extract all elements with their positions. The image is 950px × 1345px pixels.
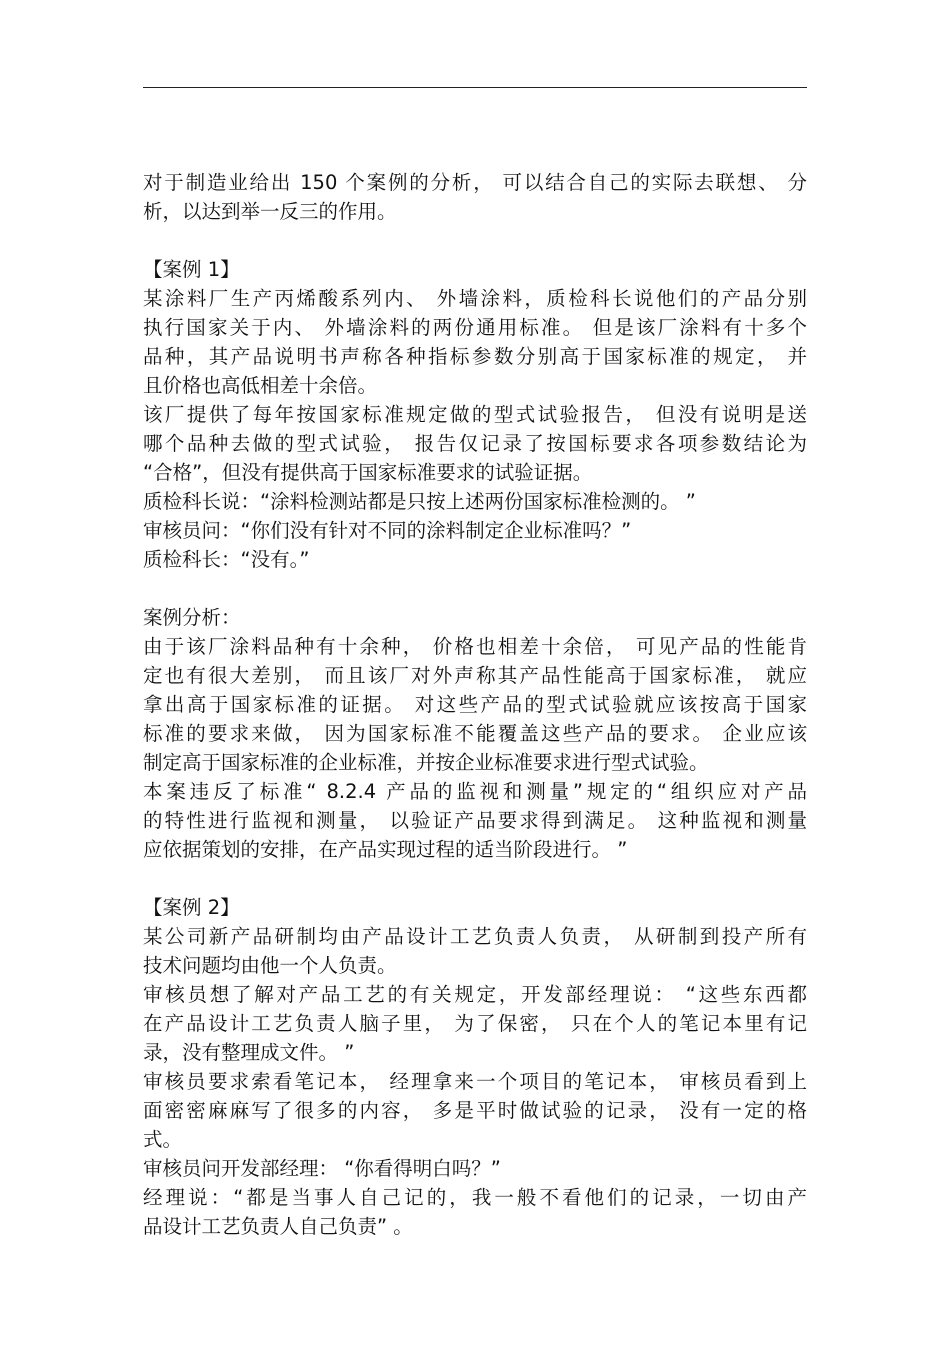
text-line: 在产品设计工艺负责人脑子里， 为了保密， 只在个人的笔记本里有记 xyxy=(143,1012,807,1035)
case-1-analysis-paragraph-1 xyxy=(143,632,807,777)
text-line: 审核员要求索看笔记本， 经理拿来一个项目的笔记本， 审核员看到上 xyxy=(143,1070,807,1093)
text-line: 标准的要求来做， 因为国家标准不能覆盖这些产品的要求。 企业应该 xyxy=(143,722,807,745)
case-2-paragraph-5 xyxy=(143,1183,807,1241)
text-line: 析，以达到举一反三的作用。 xyxy=(143,200,397,223)
text-line: 录，没有整理成文件。 ” xyxy=(143,1041,355,1064)
text-line: 拿出高于国家标准的证据。 对这些产品的型式试验就应该按高于国家 xyxy=(143,693,807,716)
text-line: 对于制造业给出 150 个案例的分析， 可以结合自己的实际去联想、 分 xyxy=(143,171,807,194)
case-2-paragraph-2 xyxy=(143,980,807,1067)
text-line: 执行国家关于内、 外墙涂料的两份通用标准。 但是该厂涂料有十多个 xyxy=(143,316,807,339)
case-1-section xyxy=(143,255,807,864)
text-line: 应依据策划的安排，在产品实现过程的适当阶段进行。 ” xyxy=(143,838,628,861)
text-line: 审核员想了解对产品工艺的有关规定，开发部经理说： “这些东西都 xyxy=(143,983,807,1006)
paragraph-gap xyxy=(143,864,807,893)
text-line: 该厂提供了每年按国家标准规定做的型式试验报告， 但没有说明是送 xyxy=(143,403,807,426)
text-line: 且价格也高低相差十余倍。 xyxy=(143,374,378,397)
text-line: 由于该厂涂料品种有十余种， 价格也相差十余倍， 可见产品的性能肯 xyxy=(143,635,807,658)
text-line: 制定高于国家标准的企业标准，并按企业标准要求进行型式试验。 xyxy=(143,751,709,774)
text-line: 面密密麻麻写了很多的内容， 多是平时做试验的记录， 没有一定的格 xyxy=(143,1099,807,1122)
case-1-paragraph-1 xyxy=(143,284,807,400)
text-line: 品种，其产品说明书声称各种指标参数分别高于国家标准的规定， 并 xyxy=(143,345,807,368)
paragraph-gap xyxy=(143,226,807,255)
text-line: 审核员问开发部经理： “你看得明白吗？” xyxy=(143,1157,501,1180)
case-1-analysis-paragraph-2 xyxy=(143,777,807,864)
text-line: 某涂料厂生产丙烯酸系列内、 外墙涂料，质检科长说他们的产品分别 xyxy=(143,287,807,310)
intro-paragraph xyxy=(143,168,807,226)
dialog-line: 审核员问：“你们没有针对不同的涂料制定企业标准吗？” xyxy=(143,519,632,542)
text-line: 本案违反了标准“ 8.2.4 产品的监视和测量”规定的“组织应对产品 xyxy=(143,780,807,803)
text-line: 技术问题均由他一个人负责。 xyxy=(143,954,397,977)
case-1-analysis-heading: 案例分析： xyxy=(143,606,241,629)
case-2-paragraph-4 xyxy=(143,1154,807,1183)
text-line: 式。 xyxy=(143,1128,183,1151)
header-rule xyxy=(143,87,807,88)
text-line: 某公司新产品研制均由产品设计工艺负责人负责， 从研制到投产所有 xyxy=(143,925,807,948)
case-1-heading: 【案例 1】 xyxy=(143,258,240,281)
case-1-paragraph-2 xyxy=(143,400,807,487)
case-2-paragraph-3 xyxy=(143,1067,807,1154)
text-line: “合格”，但没有提供高于国家标准要求的试验证据。 xyxy=(143,461,593,484)
text-line: 品设计工艺负责人自己负责” 。 xyxy=(143,1215,413,1238)
case-1-dialog xyxy=(143,487,807,574)
dialog-line: 质检科长：“没有。” xyxy=(143,548,310,571)
paragraph-gap xyxy=(143,574,807,603)
case-2-section xyxy=(143,893,807,1241)
text-line: 经理说：“都是当事人自己记的，我一般不看他们的记录，一切由产 xyxy=(143,1186,807,1209)
case-2-paragraph-1 xyxy=(143,922,807,980)
case-2-heading: 【案例 2】 xyxy=(143,896,240,919)
text-line: 定也有很大差别， 而且该厂对外声称其产品性能高于国家标准， 就应 xyxy=(143,664,807,687)
text-line: 的特性进行监视和测量， 以验证产品要求得到满足。 这种监视和测量 xyxy=(143,809,807,832)
document-body xyxy=(143,168,807,1241)
text-line: 哪个品种去做的型式试验， 报告仅记录了按国标要求各项参数结论为 xyxy=(143,432,807,455)
dialog-line: 质检科长说：“涂料检测站都是只按上述两份国家标准检测的。 ” xyxy=(143,490,696,513)
